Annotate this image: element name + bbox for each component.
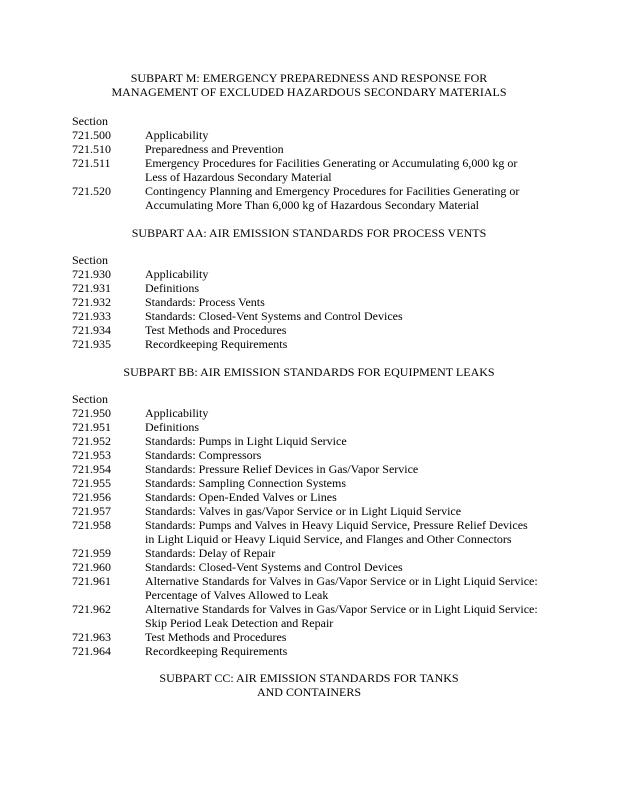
subpart-bb-section-label: Section: [72, 392, 108, 406]
section-title: Standards: Process Vents: [145, 295, 265, 309]
section-title: [145, 518, 545, 546]
section-title-line1: Emergency Procedures for Facilities Generating or Accumulating 6,000 kg or: [145, 156, 518, 170]
section-number: 721.511: [72, 156, 111, 170]
section-title: Standards: Valves in gas/Vapor Service or in Light Liquid Service: [145, 504, 462, 518]
section-title: Definitions: [145, 281, 199, 295]
section-title-line1: Alternative Standards for Valves in Gas/Vapor Service or in Light Liquid Service:: [145, 574, 538, 588]
section-number: 721.931: [72, 281, 111, 295]
section-number: 721.500: [72, 128, 111, 142]
section-title: Applicability: [145, 267, 209, 281]
section-title: Standards: Open-Ended Valves or Lines: [145, 490, 337, 504]
section-title-line1: Standards: Pumps and Valves in Heavy Liquid Service, Pressure Relief Devices: [145, 518, 528, 532]
section-title: Standards: Pressure Relief Devices in Gas/Vapor Service: [145, 462, 419, 476]
section-title: Applicability: [145, 128, 209, 142]
subpart-m-heading-line2: MANAGEMENT OF EXCLUDED HAZARDOUS SECONDARY MATERIALS: [111, 85, 507, 99]
section-number: 721.934: [72, 323, 111, 337]
section-title-line2: Percentage of Valves Allowed to Leak: [145, 588, 329, 602]
section-title: Standards: Pumps in Light Liquid Service: [145, 434, 347, 448]
section-title: [145, 602, 545, 630]
section-number: 721.954: [72, 462, 111, 476]
section-title: Test Methods and Procedures: [145, 323, 287, 337]
section-number: 721.953: [72, 448, 111, 462]
section-number: 721.950: [72, 406, 111, 420]
subpart-aa-section-label: Section: [72, 253, 108, 267]
section-title: Preparedness and Prevention: [145, 142, 284, 156]
subpart-cc-heading: [60, 671, 558, 699]
section-title: Standards: Sampling Connection Systems: [145, 476, 346, 490]
section-number: 721.932: [72, 295, 111, 309]
section-title: [145, 184, 545, 212]
section-title-line2: Accumulating More Than 6,000 kg of Hazardous Secondary Material: [145, 198, 480, 212]
section-number: 721.963: [72, 630, 111, 644]
section-title: Recordkeeping Requirements: [145, 337, 288, 351]
section-number: 721.957: [72, 504, 111, 518]
section-number: 721.955: [72, 476, 111, 490]
subpart-m-heading: [60, 71, 558, 99]
section-number: 721.964: [72, 644, 111, 658]
section-number: 721.952: [72, 434, 111, 448]
subpart-cc-heading-line2: AND CONTAINERS: [256, 685, 362, 699]
section-title: Standards: Closed-Vent Systems and Control Devices: [145, 560, 403, 574]
section-title: [145, 574, 545, 602]
section-number: 721.961: [72, 574, 111, 588]
section-title-line2: in Light Liquid or Heavy Liquid Service, and Flanges and Other Connectors: [145, 532, 512, 546]
subpart-aa-heading: SUBPART AA: AIR EMISSION STANDARDS FOR PROCESS VENTS: [131, 226, 487, 240]
section-title-line2: Skip Period Leak Detection and Repair: [145, 616, 334, 630]
section-title: [145, 156, 545, 184]
subpart-bb-heading: SUBPART BB: AIR EMISSION STANDARDS FOR EQUIPMENT LEAKS: [123, 365, 495, 379]
section-title: Standards: Closed-Vent Systems and Control Devices: [145, 309, 403, 323]
subpart-cc-heading-line1: SUBPART CC: AIR EMISSION STANDARDS FOR TANKS: [159, 671, 459, 685]
subpart-m-section-label: Section: [72, 114, 108, 128]
section-number: 721.956: [72, 490, 111, 504]
section-number: 721.520: [72, 184, 111, 198]
section-title-line1: Contingency Planning and Emergency Procedures for Facilities Generating or: [145, 184, 520, 198]
section-number: 721.935: [72, 337, 111, 351]
section-title-line2: Less of Hazardous Secondary Material: [145, 170, 332, 184]
section-number: 721.958: [72, 518, 111, 532]
section-title: Applicability: [145, 406, 209, 420]
section-number: 721.930: [72, 267, 111, 281]
section-title: Standards: Compressors: [145, 448, 262, 462]
section-title-line1: Alternative Standards for Valves in Gas/Vapor Service or in Light Liquid Service:: [145, 602, 538, 616]
section-number: 721.960: [72, 560, 111, 574]
section-number: 721.959: [72, 546, 111, 560]
section-title: Test Methods and Procedures: [145, 630, 287, 644]
section-number: 721.933: [72, 309, 111, 323]
section-title: Definitions: [145, 420, 199, 434]
section-title: Standards: Delay of Repair: [145, 546, 276, 560]
subpart-m-heading-line1: SUBPART M: EMERGENCY PREPAREDNESS AND RESPONSE FOR: [130, 71, 488, 85]
section-title: Recordkeeping Requirements: [145, 644, 288, 658]
section-number: 721.510: [72, 142, 111, 156]
section-number: 721.951: [72, 420, 111, 434]
section-number: 721.962: [72, 602, 111, 616]
